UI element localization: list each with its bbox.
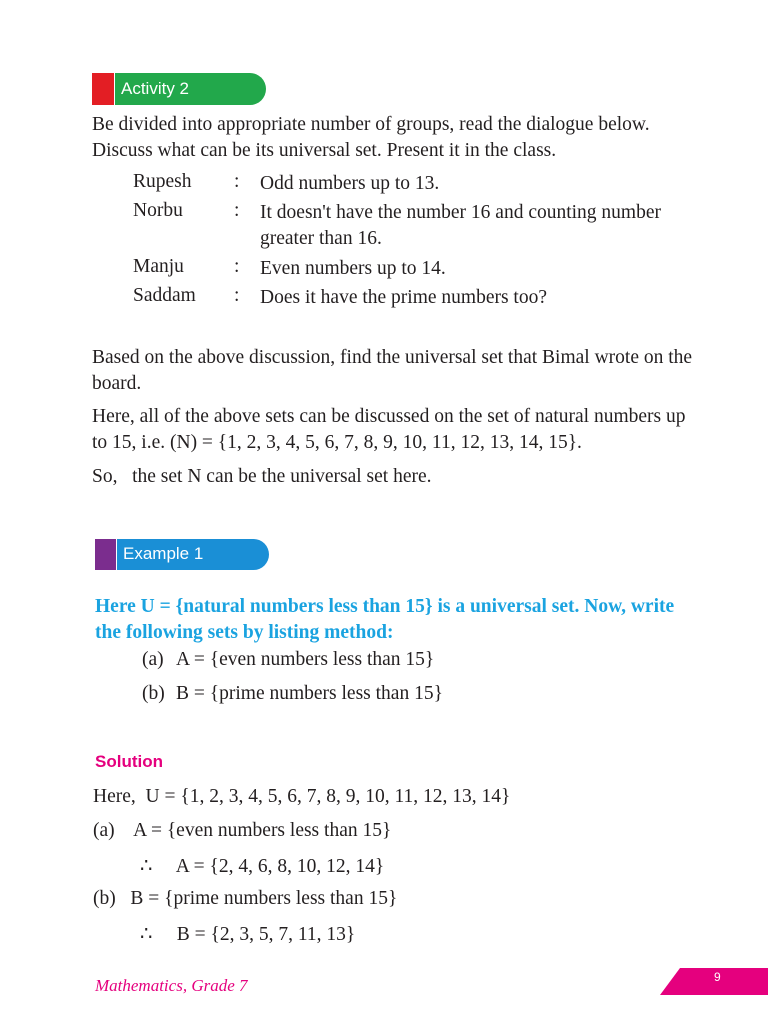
solution-line: ∴ B = {2, 3, 5, 7, 11, 13}	[140, 924, 356, 945]
activity-banner-accent	[92, 73, 114, 105]
example-banner	[95, 539, 269, 570]
example-part-tag: (b)	[142, 683, 165, 704]
dialogue-speaker: Saddam	[133, 285, 196, 306]
dialogue-colon: :	[234, 171, 240, 192]
solution-line: Here, U = {1, 2, 3, 4, 5, 6, 7, 8, 9, 10, 11, 12, 13, 14}	[93, 786, 511, 807]
example-part-text: B = {prime numbers less than 15}	[176, 683, 443, 704]
discussion-paragraph: Based on the above discussion, find the universal set that Bimal wrote on the board.	[92, 347, 693, 394]
dialogue-colon: :	[234, 200, 240, 221]
activity-intro: Be divided into appropriate number of groups, read the dialogue below. Discuss what can be its universal set. Present it in the class.	[92, 114, 650, 161]
dialogue-colon: :	[234, 285, 240, 306]
solution-line: ∴ A = {2, 4, 6, 8, 10, 12, 14}	[140, 856, 385, 877]
example-label: Example 1	[117, 539, 269, 570]
discussion-paragraph: Here, all of the above sets can be discussed on the set of natural numbers up to 15, i.e. (N) = {1, 2, 3, 4, 5, 6, 7, 8, 9, 10, 11, 12, 13, 14, 15}.	[92, 406, 686, 453]
page-number: 9	[714, 970, 721, 984]
dialogue-text: Does it have the prime numbers too?	[260, 287, 548, 308]
footer-book-title: Mathematics, Grade 7	[95, 976, 248, 995]
activity-banner	[92, 73, 266, 105]
dialogue-speaker: Manju	[133, 256, 184, 277]
example-banner-accent	[95, 539, 116, 570]
dialogue-speaker: Norbu	[133, 200, 183, 221]
solution-line: (b) B = {prime numbers less than 15}	[93, 888, 398, 909]
dialogue-text: Odd numbers up to 13.	[260, 173, 440, 194]
example-part-text: A = {even numbers less than 15}	[176, 649, 435, 670]
dialogue-colon: :	[234, 256, 240, 277]
solution-line: (a) A = {even numbers less than 15}	[93, 820, 392, 841]
dialogue-text: Even numbers up to 14.	[260, 258, 446, 279]
dialogue-speaker: Rupesh	[133, 171, 192, 192]
activity-label: Activity 2	[115, 73, 266, 105]
example-question: Here U = {natural numbers less than 15} is a universal set. Now, write the following sets by listing method:	[95, 596, 675, 643]
discussion-conclusion: So, the set N can be the universal set here.	[92, 466, 432, 487]
solution-heading: Solution	[95, 752, 163, 771]
example-part-tag: (a)	[142, 649, 164, 670]
dialogue-text: It doesn't have the number 16 and counting number greater than 16.	[260, 202, 661, 249]
